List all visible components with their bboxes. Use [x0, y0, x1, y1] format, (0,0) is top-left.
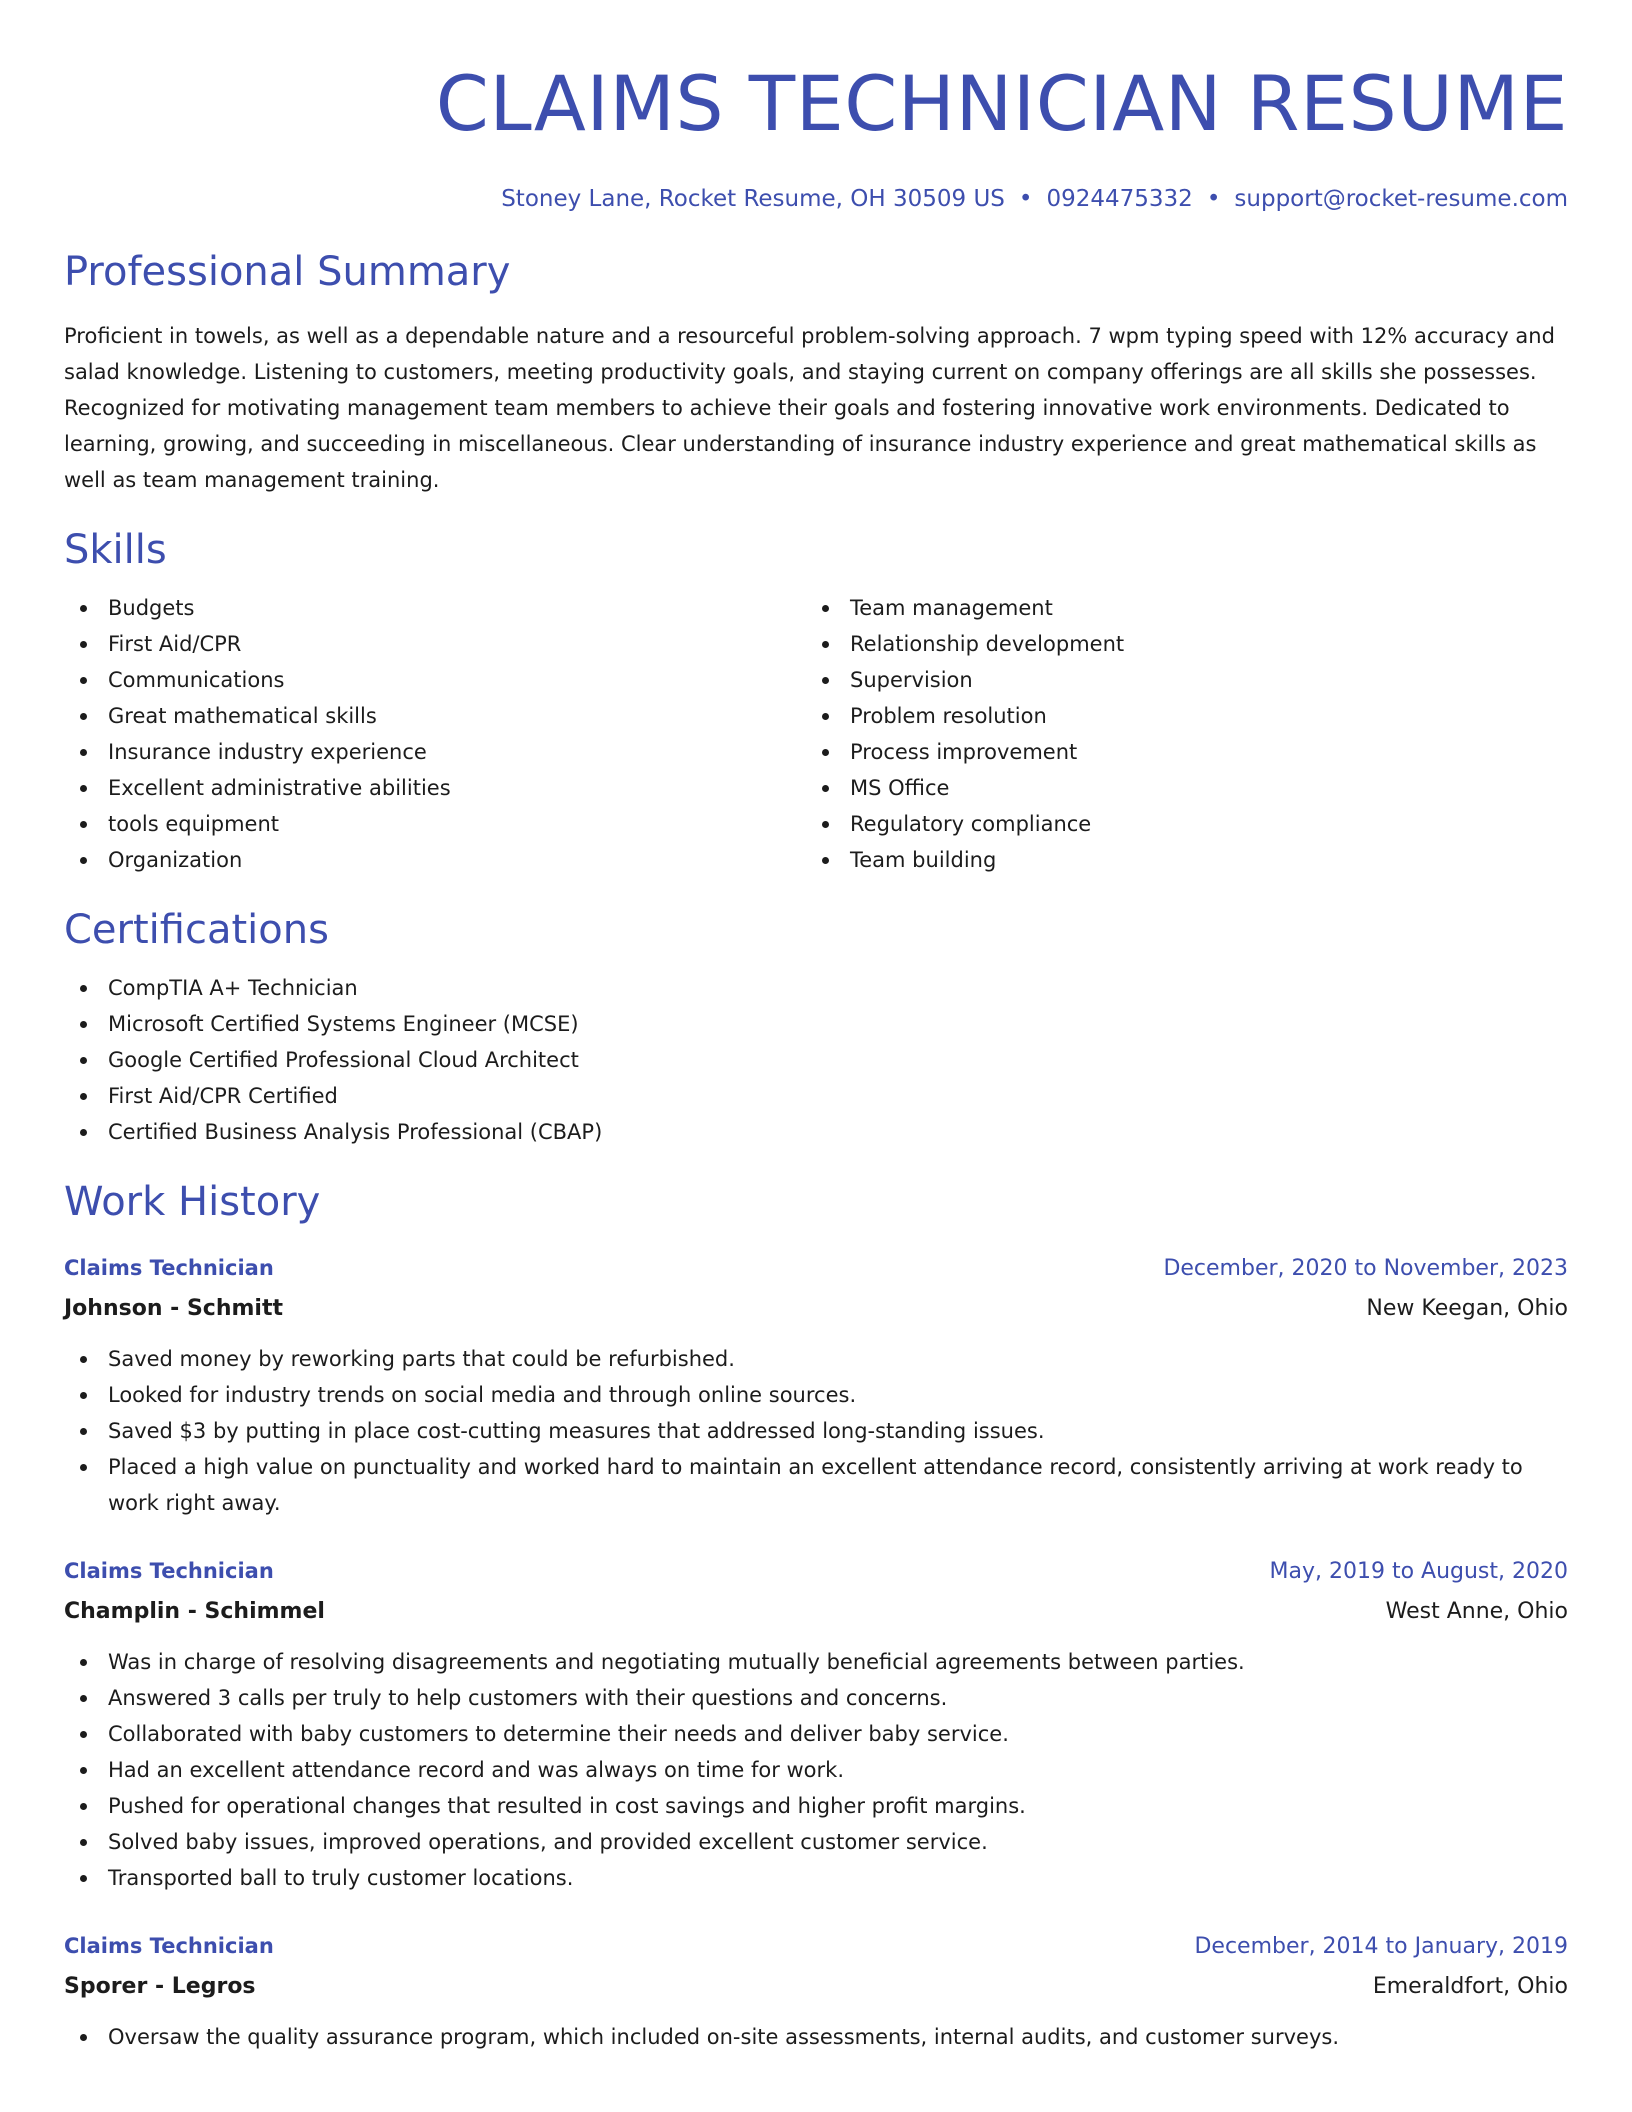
- job-bullet: Answered 3 calls per truly to help customers with their questions and concerns.: [64, 1680, 1568, 1716]
- job-employer-row: [64, 1289, 1568, 1329]
- certification-item: First Aid/CPR Certified: [64, 1078, 1568, 1114]
- contact-separator: •: [1206, 186, 1221, 212]
- skill-item: Great mathematical skills: [64, 698, 806, 734]
- job-location: Emeraldfort, Ohio: [1372, 1974, 1568, 1999]
- job-entry: [64, 1551, 1568, 1896]
- job-bullets: [64, 2019, 1568, 2055]
- job-bullet: Placed a high value on punctuality and worked hard to maintain an excellent attendance record, consistently arriving at work ready to work right away.: [64, 1449, 1568, 1521]
- job-title: Claims Technician: [64, 1934, 274, 1958]
- contact-phone: 0924475332: [1046, 186, 1193, 212]
- skills-column-left: [64, 590, 806, 878]
- skills-list-right: [806, 590, 1548, 878]
- job-header-row: [64, 1248, 1568, 1289]
- job-company: Johnson - Schmitt: [64, 1296, 283, 1321]
- skill-item: MS Office: [806, 770, 1548, 806]
- work-history-heading: Work History: [64, 1179, 321, 1225]
- skill-item: Problem resolution: [806, 698, 1548, 734]
- skill-item: Excellent administrative abilities: [64, 770, 806, 806]
- job-header-row: [64, 1926, 1568, 1967]
- job-dates: May, 2019 to August, 2020: [1269, 1559, 1568, 1584]
- job-bullet: Transported ball to truly customer locations.: [64, 1860, 1568, 1896]
- job-location: New Keegan, Ohio: [1366, 1296, 1568, 1321]
- job-bullet: Had an excellent attendance record and was always on time for work.: [64, 1752, 1568, 1788]
- job-bullets: [64, 1644, 1568, 1896]
- job-bullets: [64, 1341, 1568, 1521]
- job-employer-row: [64, 1967, 1568, 2007]
- job-location: West Anne, Ohio: [1385, 1599, 1568, 1624]
- job-bullet: Collaborated with baby customers to determine their needs and deliver baby service.: [64, 1716, 1568, 1752]
- skill-item: Communications: [64, 662, 806, 698]
- skill-item: Budgets: [64, 590, 806, 626]
- job-bullet: Was in charge of resolving disagreements and negotiating mutually beneficial agreements between parties.: [64, 1644, 1568, 1680]
- certifications-list: [64, 970, 1568, 1150]
- skill-item: Organization: [64, 842, 806, 878]
- skill-item: Insurance industry experience: [64, 734, 806, 770]
- summary-heading: Professional Summary: [64, 249, 511, 295]
- job-title: Claims Technician: [64, 1559, 274, 1583]
- certification-item: Certified Business Analysis Professional (CBAP): [64, 1114, 1568, 1150]
- job-company: Champlin - Schimmel: [64, 1599, 325, 1624]
- job-header-row: [64, 1551, 1568, 1592]
- skills-list-left: [64, 590, 806, 878]
- skill-item: Regulatory compliance: [806, 806, 1548, 842]
- skills-grid: [64, 590, 1568, 878]
- skills-heading: Skills: [64, 527, 167, 573]
- certification-item: CompTIA A+ Technician: [64, 970, 1568, 1006]
- job-employer-row: [64, 1592, 1568, 1632]
- skills-column-right: [806, 590, 1548, 878]
- skill-item: Process improvement: [806, 734, 1548, 770]
- contact-line: [64, 182, 1568, 216]
- job-bullet: Pushed for operational changes that resulted in cost savings and higher profit margins.: [64, 1788, 1568, 1824]
- job-bullet: Saved money by reworking parts that could be refurbished.: [64, 1341, 1568, 1377]
- skill-item: Relationship development: [806, 626, 1548, 662]
- skill-item: Supervision: [806, 662, 1548, 698]
- summary-text: Proficient in towels, as well as a dependable nature and a resourceful problem-solving approach. 7 wpm typing speed with 12% accuracy and salad knowledge. Listening to customers, meeting productivity goals, and staying current on company offerings are all skills she possesses. Recognized for motivating management team members to achieve their goals and fostering innovative work environments. Dedicated to learning, growing, and succeeding in miscellaneous. Clear understanding of insurance industry experience and great mathematical skills as well as team management training.: [64, 324, 1555, 492]
- skill-item: tools equipment: [64, 806, 806, 842]
- job-bullet: Oversaw the quality assurance program, which included on-site assessments, internal audits, and customer surveys.: [64, 2019, 1568, 2055]
- job-entry: [64, 1248, 1568, 1521]
- contact-separator: •: [1018, 186, 1033, 212]
- contact-address: Stoney Lane, Rocket Resume, OH 30509 US: [501, 186, 1005, 212]
- resume-title: CLAIMS TECHNICIAN RESUME: [435, 59, 1568, 148]
- skill-item: Team building: [806, 842, 1548, 878]
- certifications-heading: Certifications: [64, 907, 329, 953]
- certification-item: Google Certified Professional Cloud Architect: [64, 1042, 1568, 1078]
- job-bullet: Solved baby issues, improved operations, and provided excellent customer service.: [64, 1824, 1568, 1860]
- skill-item: Team management: [806, 590, 1548, 626]
- skill-item: First Aid/CPR: [64, 626, 806, 662]
- contact-email: support@rocket-resume.com: [1234, 186, 1568, 212]
- job-bullet: Saved $3 by putting in place cost-cutting measures that addressed long-standing issues.: [64, 1413, 1568, 1449]
- job-dates: December, 2014 to January, 2019: [1194, 1934, 1568, 1959]
- job-dates: December, 2020 to November, 2023: [1163, 1256, 1568, 1281]
- job-entry: [64, 1926, 1568, 2055]
- job-bullet: Looked for industry trends on social media and through online sources.: [64, 1377, 1568, 1413]
- certification-item: Microsoft Certified Systems Engineer (MCSE): [64, 1006, 1568, 1042]
- job-title: Claims Technician: [64, 1256, 274, 1280]
- job-company: Sporer - Legros: [64, 1974, 256, 1999]
